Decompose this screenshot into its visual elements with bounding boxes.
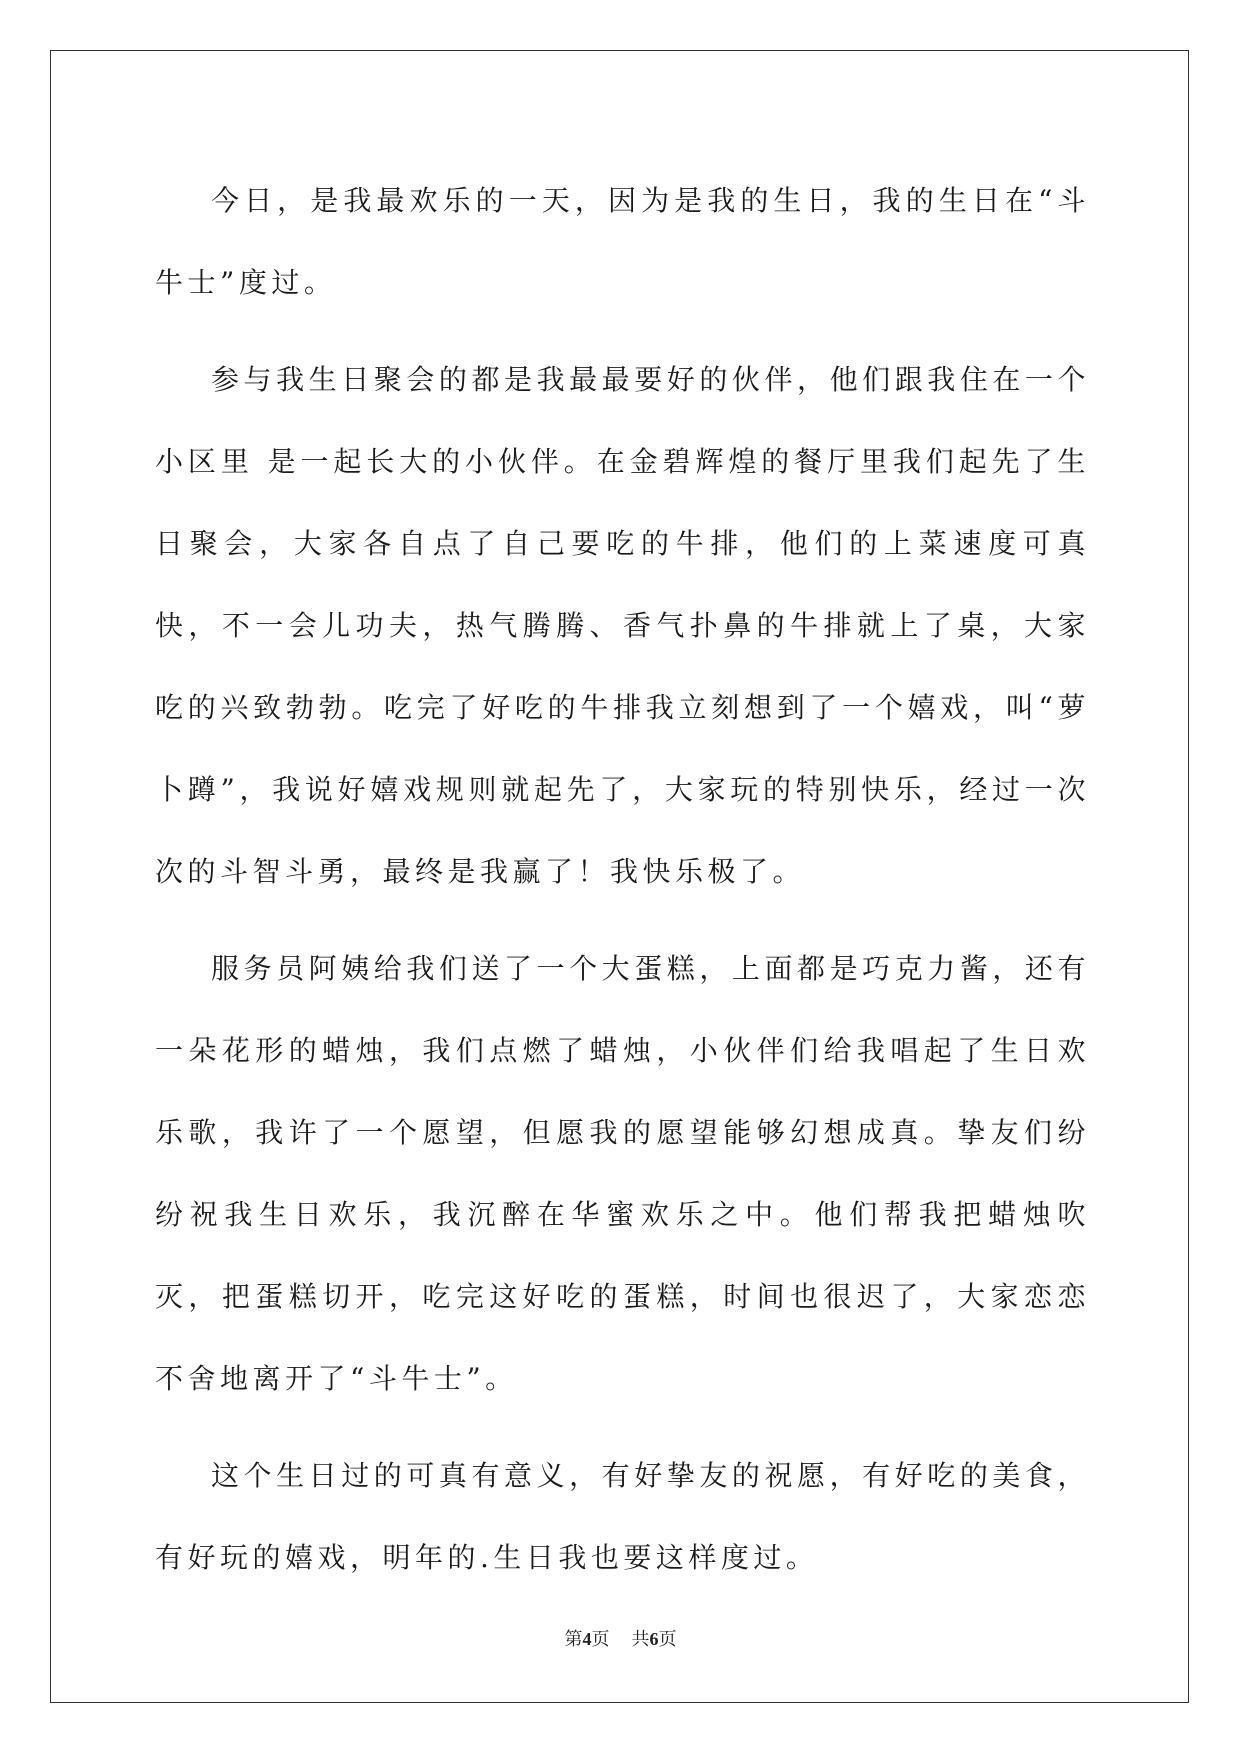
paragraph-1: 今日，是我最欢乐的一天，因为是我的生日，我的生日在“斗牛士”度过。	[155, 184, 1090, 299]
paragraph-2: 参与我生日聚会的都是我最最要好的伙伴，他们跟我住在一个小区里 是一起长大的小伙伴。在金碧辉煌的餐厅里我们起先了生日聚会，大家各自点了自己要吃的牛排，他们的上菜速度可真快，不一会儿功夫，热气腾腾、香气扑鼻的牛排就上了桌，大家吃的兴致勃勃。吃完了好吃的牛排我立刻想到了一个嬉戏，叫“萝卜蹲”，我说好嬉戏规则就起先了，大家玩的特别快乐，经过一次次的斗智斗勇，最终是我赢了！我快乐极了。	[155, 363, 1090, 888]
page-footer	[0, 1625, 1241, 1651]
page-prefix: 第	[564, 1629, 583, 1650]
page-suffix: 页	[591, 1629, 610, 1650]
document-body	[155, 160, 1090, 1614]
total-suffix: 页	[658, 1629, 677, 1650]
total-prefix: 共	[631, 1629, 650, 1650]
page-number: 4	[582, 1629, 592, 1649]
paragraph-4: 这个生日过的可真有意义，有好挚友的祝愿，有好吃的美食，有好玩的嬉戏，明年的.生日我也要这样度过。	[155, 1459, 1090, 1574]
paragraph-3: 服务员阿姨给我们送了一个大蛋糕，上面都是巧克力酱，还有一朵花形的蜡烛，我们点燃了蜡烛，小伙伴们给我唱起了生日欢乐歌，我许了一个愿望，但愿我的愿望能够幻想成真。挚友们纷纷祝我生日欢乐，我沉醉在华蜜欢乐之中。他们帮我把蜡烛吹灭，把蛋糕切开，吃完这好吃的蛋糕，时间也很迟了，大家恋恋不舍地离开了“斗牛士”。	[155, 952, 1090, 1395]
total-pages: 6	[649, 1629, 659, 1649]
